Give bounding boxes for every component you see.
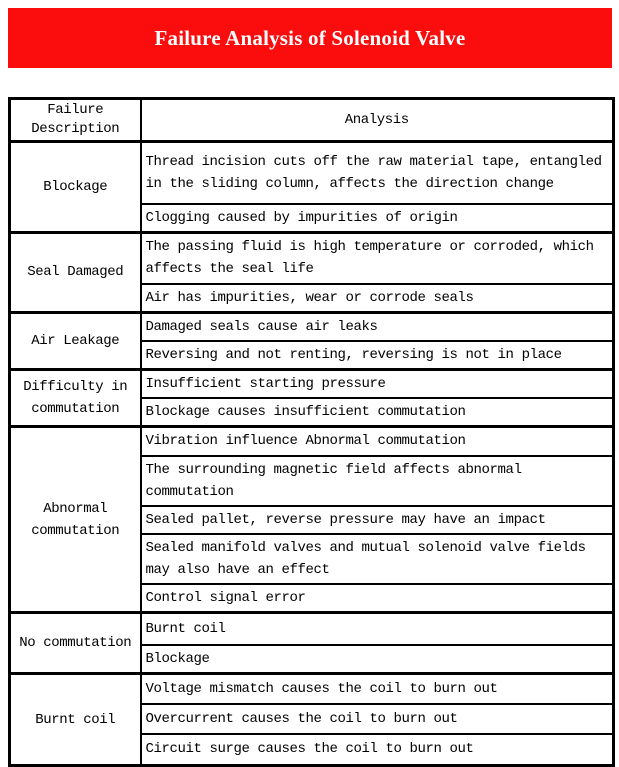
table-row (10, 313, 614, 342)
analysis-cell: Circuit surge causes the coil to burn out (141, 734, 614, 766)
analysis-cell: Sealed pallet, reverse pressure may have an impact (141, 506, 614, 534)
page-title: Failure Analysis of Solenoid Valve (154, 25, 466, 50)
failure-analysis-table (8, 97, 615, 767)
table-header-row (10, 99, 614, 142)
failure-cell-burnt-coil: Burnt coil (10, 674, 141, 766)
analysis-cell: Clogging caused by impurities of origin (141, 204, 614, 233)
table-row (10, 142, 614, 204)
analysis-cell: Voltage mismatch causes the coil to burn out (141, 674, 614, 704)
analysis-cell: Damaged seals cause air leaks (141, 313, 614, 342)
table-row (10, 613, 614, 645)
analysis-cell: Thread incision cuts off the raw material tape, entangled in the sliding column, affects the direction change (141, 142, 614, 204)
analysis-cell: The surrounding magnetic field affects abnormal commutation (141, 456, 614, 506)
analysis-cell: Insufficient starting pressure (141, 370, 614, 399)
analysis-cell: Blockage (141, 645, 614, 674)
title-banner (8, 8, 612, 68)
failure-cell-difficulty-in-commutation: Difficulty in commutation (10, 370, 141, 427)
failure-cell-air-leakage: Air Leakage (10, 313, 141, 370)
failure-cell-no-commutation: No commutation (10, 613, 141, 674)
header-analysis: Analysis (141, 99, 614, 142)
analysis-cell: Sealed manifold valves and mutual solenoid valve fields may also have an effect (141, 534, 614, 584)
table-row (10, 427, 614, 456)
analysis-cell: Air has impurities, wear or corrode seals (141, 284, 614, 313)
analysis-cell: Blockage causes insufficient commutation (141, 398, 614, 427)
analysis-cell: Vibration influence Abnormal commutation (141, 427, 614, 456)
failure-cell-seal-damaged: Seal Damaged (10, 232, 141, 313)
analysis-cell: The passing fluid is high temperature or corroded, which affects the seal life (141, 232, 614, 284)
analysis-cell: Overcurrent causes the coil to burn out (141, 704, 614, 734)
header-failure-description: Failure Description (10, 99, 141, 142)
analysis-cell: Burnt coil (141, 613, 614, 645)
table-row (10, 232, 614, 284)
analysis-cell: Control signal error (141, 584, 614, 613)
table-row (10, 370, 614, 399)
failure-cell-abnormal-commutation: Abnormal commutation (10, 427, 141, 613)
failure-cell-blockage: Blockage (10, 142, 141, 233)
table-row (10, 674, 614, 704)
analysis-cell: Reversing and not renting, reversing is not in place (141, 341, 614, 370)
